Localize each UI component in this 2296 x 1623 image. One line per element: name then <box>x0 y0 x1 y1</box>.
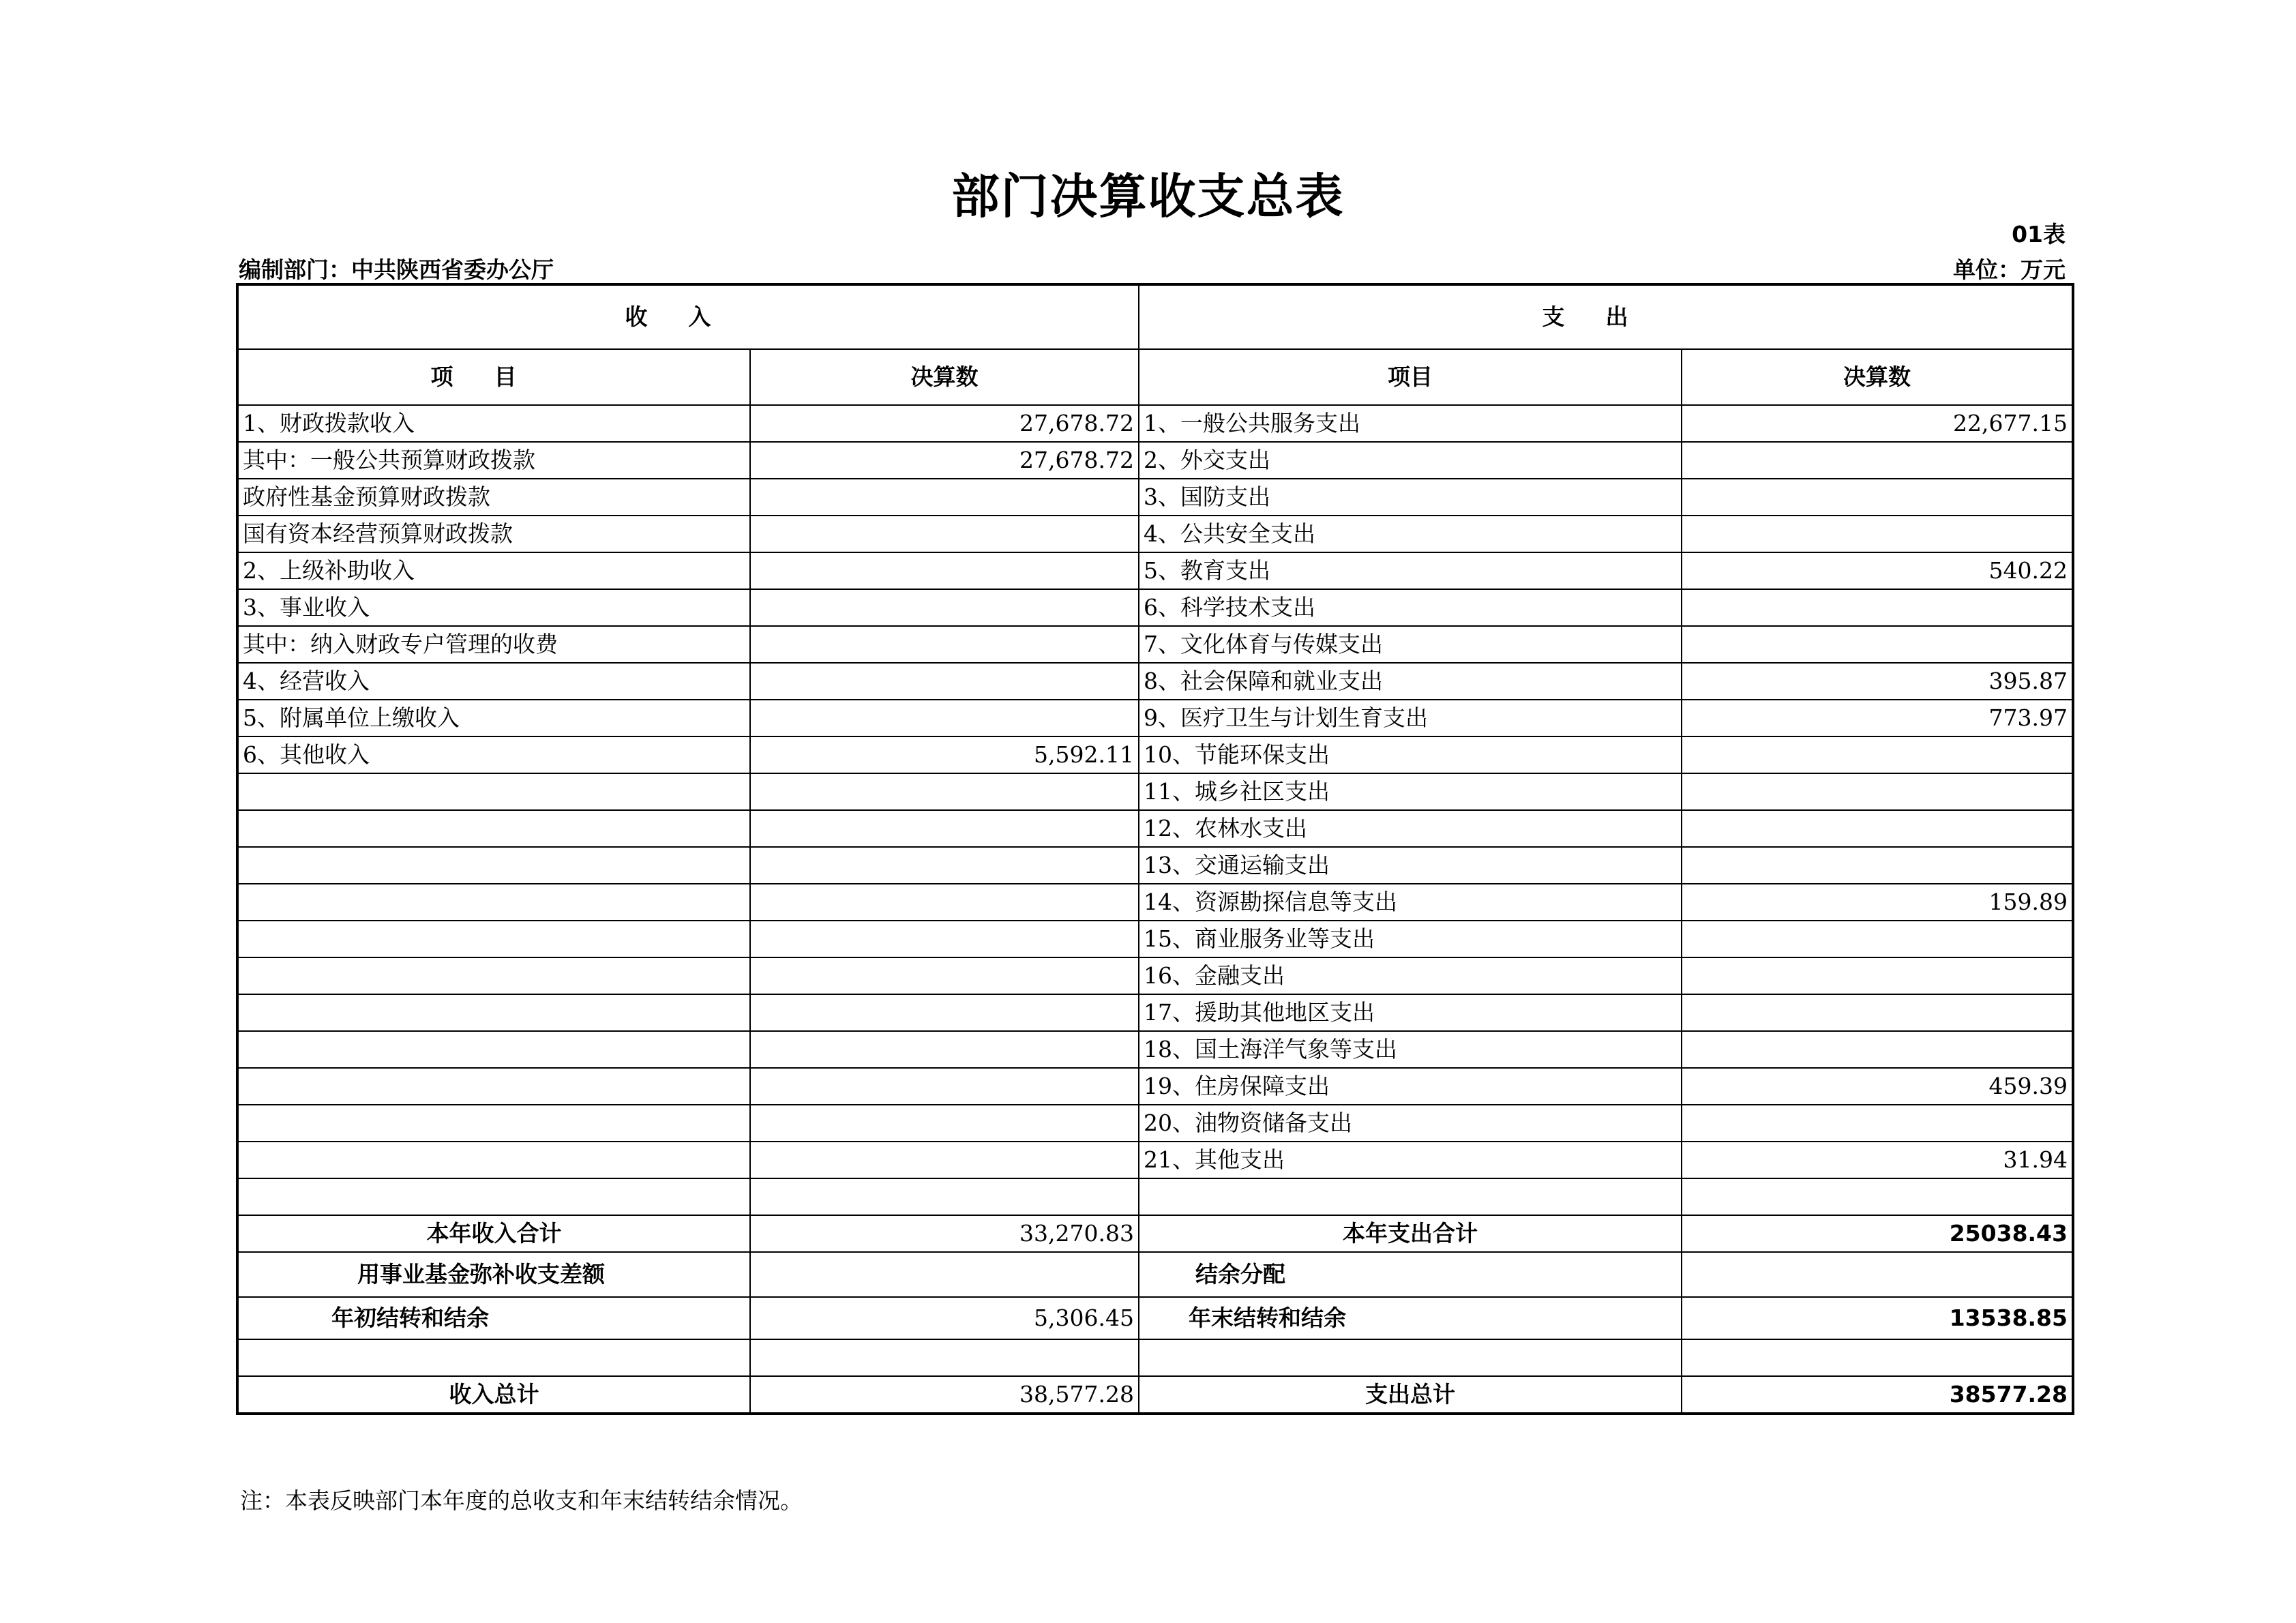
income-item-cell: 2、上级补助收入 <box>237 552 750 589</box>
income-item-cell: 5、附属单位上缴收入 <box>237 700 750 736</box>
income-section-header: 收入 <box>237 284 1139 349</box>
expense-amount-cell <box>1682 1031 2073 1068</box>
carry-row <box>237 1297 2073 1339</box>
expense-item-cell: 5、教育支出 <box>1139 552 1682 589</box>
income-item-cell: 其中：纳入财政专户管理的收费 <box>237 626 750 663</box>
income-amount-header: 决算数 <box>750 349 1139 405</box>
income-amount-cell <box>750 810 1139 847</box>
table-row <box>237 700 2073 736</box>
table-row <box>237 921 2073 957</box>
income-item-cell <box>237 1031 750 1068</box>
section-header-row <box>237 284 2073 349</box>
expense-item-cell: 15、商业服务业等支出 <box>1139 921 1682 957</box>
income-amount-cell <box>750 552 1139 589</box>
table-row <box>237 663 2073 700</box>
expense-item-cell: 2、外交支出 <box>1139 442 1682 479</box>
expense-amount-cell: 159.89 <box>1682 884 2073 921</box>
income-amount-cell <box>750 1142 1139 1178</box>
table-row <box>237 1142 2073 1178</box>
income-amount-cell: 27,678.72 <box>750 442 1139 479</box>
expense-amount-cell: 31.94 <box>1682 1142 2073 1178</box>
income-item-cell <box>237 847 750 884</box>
income-item-cell: 国有资本经营预算财政拨款 <box>237 516 750 552</box>
blank-row <box>237 1339 2073 1376</box>
expense-amount-cell <box>1682 1105 2073 1142</box>
table-code: 01表 <box>2012 221 2066 248</box>
summary-table <box>236 283 2074 1415</box>
fund-cover-value <box>750 1252 1139 1297</box>
income-amount-cell <box>750 957 1139 994</box>
income-amount-cell: 5,592.11 <box>750 736 1139 773</box>
column-header-row <box>237 349 2073 405</box>
table-row <box>237 957 2073 994</box>
table-row <box>237 442 2073 479</box>
income-amount-cell <box>750 479 1139 516</box>
expense-item-cell: 3、国防支出 <box>1139 479 1682 516</box>
income-item-cell <box>237 1105 750 1142</box>
expense-amount-cell <box>1682 847 2073 884</box>
income-item-cell <box>237 773 750 810</box>
expense-item-cell: 1、一般公共服务支出 <box>1139 405 1682 442</box>
table-row <box>237 810 2073 847</box>
income-item-cell: 4、经营收入 <box>237 663 750 700</box>
income-item-cell: 6、其他收入 <box>237 736 750 773</box>
blank-row <box>237 1178 2073 1215</box>
dept-label: 编制部门：中共陕西省委办公厅 <box>239 256 554 283</box>
table-row <box>237 626 2073 663</box>
meta-line <box>239 252 2066 284</box>
expense-item-header: 项目 <box>1139 349 1682 405</box>
expense-item-cell: 17、援助其他地区支出 <box>1139 994 1682 1031</box>
income-amount-cell <box>750 884 1139 921</box>
expense-amount-header: 决算数 <box>1682 349 2073 405</box>
expense-item-cell: 7、文化体育与传媒支出 <box>1139 626 1682 663</box>
income-item-cell <box>237 1142 750 1178</box>
expense-amount-cell: 540.22 <box>1682 552 2073 589</box>
expense-amount-cell <box>1682 589 2073 626</box>
expense-amount-cell: 395.87 <box>1682 663 2073 700</box>
table-row <box>237 516 2073 552</box>
income-item-cell <box>237 1068 750 1105</box>
year-expense-label: 本年支出合计 <box>1139 1215 1682 1252</box>
begin-carry-value: 5,306.45 <box>750 1297 1139 1339</box>
income-item-cell <box>237 884 750 921</box>
year-total-row <box>237 1215 2073 1252</box>
expense-amount-cell: 22,677.15 <box>1682 405 2073 442</box>
table-row <box>237 773 2073 810</box>
table-row <box>237 1105 2073 1142</box>
income-item-cell: 3、事业收入 <box>237 589 750 626</box>
income-amount-cell <box>750 847 1139 884</box>
income-total-label: 收入总计 <box>237 1376 750 1414</box>
expense-item-cell: 6、科学技术支出 <box>1139 589 1682 626</box>
expense-amount-cell <box>1682 921 2073 957</box>
income-amount-cell <box>750 626 1139 663</box>
income-item-cell <box>237 921 750 957</box>
fund-cover-row <box>237 1252 2073 1297</box>
table-row <box>237 405 2073 442</box>
table-row <box>237 552 2073 589</box>
income-amount-cell <box>750 1031 1139 1068</box>
expense-item-cell: 16、金融支出 <box>1139 957 1682 994</box>
income-amount-cell <box>750 516 1139 552</box>
income-amount-cell <box>750 1068 1139 1105</box>
grand-total-row <box>237 1376 2073 1414</box>
table-row <box>237 994 2073 1031</box>
expense-item-cell: 11、城乡社区支出 <box>1139 773 1682 810</box>
end-carry-value: 13538.85 <box>1682 1297 2073 1339</box>
income-item-cell: 其中：一般公共预算财政拨款 <box>237 442 750 479</box>
income-item-cell: 1、财政拨款收入 <box>237 405 750 442</box>
fund-cover-label: 用事业基金弥补收支差额 <box>237 1252 750 1297</box>
table-row <box>237 884 2073 921</box>
end-carry-label: 年末结转和结余 <box>1139 1297 1682 1339</box>
table-row <box>237 847 2073 884</box>
page-title: 部门决算收支总表 <box>951 168 1345 224</box>
income-amount-cell <box>750 589 1139 626</box>
expense-item-cell: 9、医疗卫生与计划生育支出 <box>1139 700 1682 736</box>
expense-item-cell: 20、油物资储备支出 <box>1139 1105 1682 1142</box>
income-amount-cell <box>750 773 1139 810</box>
footnote: 注：本表反映部门本年度的总收支和年末结转结余情况。 <box>240 1487 803 1514</box>
expense-amount-cell <box>1682 442 2073 479</box>
expense-amount-cell <box>1682 479 2073 516</box>
surplus-dist-label: 结余分配 <box>1139 1252 1682 1297</box>
expense-item-cell: 4、公共安全支出 <box>1139 516 1682 552</box>
table-row <box>237 479 2073 516</box>
expense-section-header: 支出 <box>1139 284 2073 349</box>
expense-amount-cell: 773.97 <box>1682 700 2073 736</box>
expense-item-cell: 14、资源勘探信息等支出 <box>1139 884 1682 921</box>
table-row <box>237 736 2073 773</box>
expense-amount-cell <box>1682 994 2073 1031</box>
expense-item-cell: 18、国土海洋气象等支出 <box>1139 1031 1682 1068</box>
income-amount-cell <box>750 700 1139 736</box>
expense-item-cell: 8、社会保障和就业支出 <box>1139 663 1682 700</box>
table-row <box>237 589 2073 626</box>
year-income-label: 本年收入合计 <box>237 1215 750 1252</box>
table-row <box>237 1031 2073 1068</box>
income-item-cell: 政府性基金预算财政拨款 <box>237 479 750 516</box>
income-amount-cell <box>750 921 1139 957</box>
income-amount-cell: 27,678.72 <box>750 405 1139 442</box>
year-income-value: 33,270.83 <box>750 1215 1139 1252</box>
income-item-cell <box>237 994 750 1031</box>
begin-carry-label: 年初结转和结余 <box>237 1297 750 1339</box>
expense-amount-cell <box>1682 810 2073 847</box>
income-item-cell <box>237 810 750 847</box>
expense-total-value: 38577.28 <box>1682 1376 2073 1414</box>
expense-item-cell: 19、住房保障支出 <box>1139 1068 1682 1105</box>
income-amount-cell <box>750 663 1139 700</box>
income-item-header: 项目 <box>237 349 750 405</box>
income-amount-cell <box>750 1105 1139 1142</box>
expense-item-cell: 13、交通运输支出 <box>1139 847 1682 884</box>
year-expense-value: 25038.43 <box>1682 1215 2073 1252</box>
expense-item-cell: 10、节能环保支出 <box>1139 736 1682 773</box>
table-row <box>237 1068 2073 1105</box>
expense-amount-cell <box>1682 773 2073 810</box>
expense-item-cell: 12、农林水支出 <box>1139 810 1682 847</box>
expense-amount-cell <box>1682 626 2073 663</box>
expense-amount-cell <box>1682 516 2073 552</box>
income-amount-cell <box>750 994 1139 1031</box>
expense-item-cell: 21、其他支出 <box>1139 1142 1682 1178</box>
expense-amount-cell <box>1682 957 2073 994</box>
expense-amount-cell <box>1682 736 2073 773</box>
unit-label: 单位：万元 <box>1953 256 2066 283</box>
income-item-cell <box>237 957 750 994</box>
income-total-value: 38,577.28 <box>750 1376 1139 1414</box>
surplus-dist-value <box>1682 1252 2073 1297</box>
expense-amount-cell: 459.39 <box>1682 1068 2073 1105</box>
expense-total-label: 支出总计 <box>1139 1376 1682 1414</box>
